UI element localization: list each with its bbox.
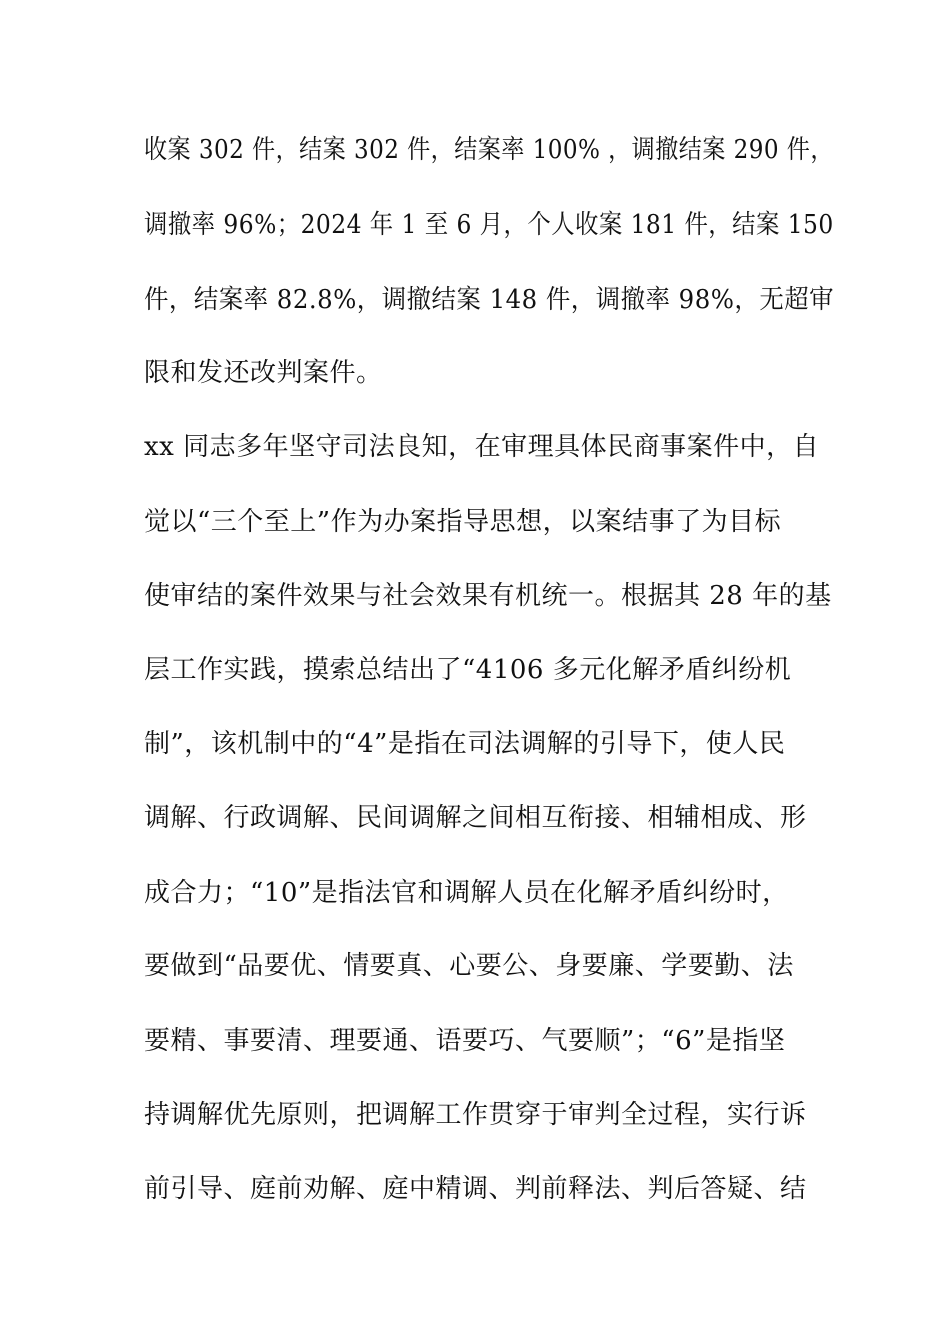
text-line-10: 调解、行政调解、民间调解之间相互衔接、相辅相成、形 [144,803,807,833]
text-line-9: 制”，该机制中的“4”是指在司法调解的引导下，使人民 [144,729,786,759]
text-line-8: 层工作实践，摸索总结出了“4106 多元化解矛盾纠纷机 [144,655,792,685]
text-line-1: 收案 302 件，结案 302 件，结案率 100% ，调撤结案 290 件， [144,135,834,165]
text-line-6: 觉以“三个至上”作为办案指导思想，以案结事了为目标 [144,507,782,537]
text-line-11: 成合力；“10”是指法官和调解人员在化解矛盾纠纷时， [144,878,789,908]
text-line-13: 要精、事要清、理要通、语要巧、气要顺”；“6”是指坚 [144,1026,786,1056]
text-line-7: 使审结的案件效果与社会效果有机统一。根据其 28 年的基 [144,581,832,611]
text-line-4: 限和发还改判案件。 [144,358,383,388]
text-line-12: 要做到“品要优、情要真、心要公、身要廉、学要勤、法 [144,951,794,981]
text-line-14: 持调解优先原则，把调解工作贯穿于审判全过程，实行诉 [144,1100,807,1130]
text-line-15: 前引导、庭前劝解、庭中精调、判前释法、判后答疑、结 [144,1174,807,1204]
text-line-5: xx 同志多年坚守司法良知，在审理具体民商事案件中，自 [144,432,820,462]
text-line-3: 件，结案率 82.8%，调撤结案 148 件，调撤率 98%，无超审 [144,285,835,315]
text-line-2: 调撤率 96%；2024 年 1 至 6 月，个人收案 181 件，结案 150 [144,210,834,240]
